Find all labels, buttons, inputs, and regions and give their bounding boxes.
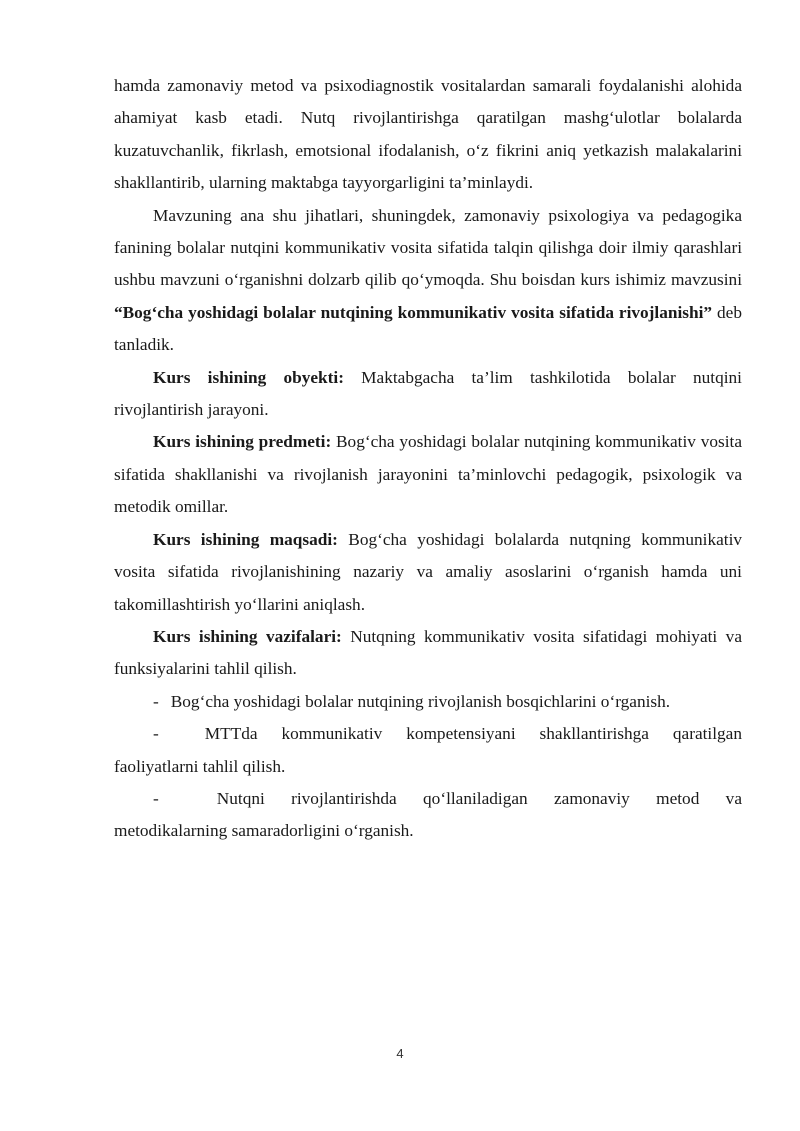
paragraph-intro — [114, 70, 742, 200]
paragraph-object — [114, 362, 742, 427]
tasks-label: Kurs ishining vazifalari: — [153, 626, 342, 646]
object-text: Maktabgacha ta’lim tashkilotida bolalar nutqini rivojlantirish jarayoni. — [114, 367, 742, 420]
list-item-text: Bog‘cha yoshidagi bolalar nutqining rivojlanish bosqichlarini o‘rganish. — [170, 691, 671, 711]
paragraph-relevance-ending: deb tanladik. — [114, 302, 742, 355]
page-number: 4 — [396, 1046, 404, 1061]
list-dash: - — [153, 724, 159, 744]
course-topic-title: “Bog‘cha yoshidagi bolalar nutqining kommunikativ vosita sifatida rivojlanishi” — [114, 302, 713, 322]
list-item — [114, 718, 742, 783]
list-dash: - — [153, 691, 159, 711]
tasks-text: Nutqning kommunikativ vosita sifatidagi mohiyati va funksiyalarini tahlil qilish. — [114, 626, 742, 679]
list-item — [114, 783, 742, 848]
paragraph-subject — [114, 426, 742, 523]
subject-label: Kurs ishining predmeti: — [153, 432, 332, 452]
subject-text: Bog‘cha yoshidagi bolalar nutqining kommunikativ vosita sifatida shakllanishi va rivojlanish jarayonini ta’minlovchi pedagogik, psixologik va metodik omillar. — [114, 432, 742, 517]
paragraph-relevance-text: Mavzuning ana shu jihatlari, shuningdek, zamonaviy psixologiya va pedagogika fanining bolalar nutqini kommunikativ vosita sifatida talqin qilishga doir ilmiy qarashlari ushbu mavzuni o‘rganishni dolzarb qilib qo‘ymoqda. Shu boisdan kurs ishimiz mavzusini — [114, 205, 742, 290]
paragraph-relevance — [114, 200, 742, 362]
list-item — [114, 686, 742, 718]
paragraph-goal — [114, 524, 742, 621]
list-dash: - — [153, 788, 159, 808]
list-item-text: Nutqni rivojlantirishda qo‘llaniladigan zamonaviy metod va metodikalarning samaradorligini o‘rganish. — [114, 788, 742, 841]
goal-text: Bog‘cha yoshidagi bolalarda nutqning kommunikativ vosita sifatida rivojlanishining nazariy va amaliy asoslarini o‘rganish hamda uni takomillashtirish yo‘llarini aniqlash. — [114, 529, 743, 614]
goal-label: Kurs ishining maqsadi: — [153, 529, 338, 549]
paragraph-intro-text: hamda zamonaviy metod va psixodiagnostik vositalardan samarali foydalanishi alohida ahamiyat kasb etadi. Nutq rivojlantirishga qaratilgan mashg‘ulotlar bolalarda kuzatuvchanlik, fikrlash, emotsional ifodalanish, o‘z fikrini aniq yetkazish malakalarini shakllantirib, ularning maktabga tayyorgarligini ta’minlaydi. — [114, 76, 742, 193]
object-label: Kurs ishining obyekti: — [153, 367, 344, 387]
paragraph-tasks — [114, 621, 742, 686]
document-body — [114, 70, 742, 848]
list-item-text: MTTda kommunikativ kompetensiyani shakllantirishga qaratilgan faoliyatlarni tahlil qilish. — [114, 724, 742, 776]
